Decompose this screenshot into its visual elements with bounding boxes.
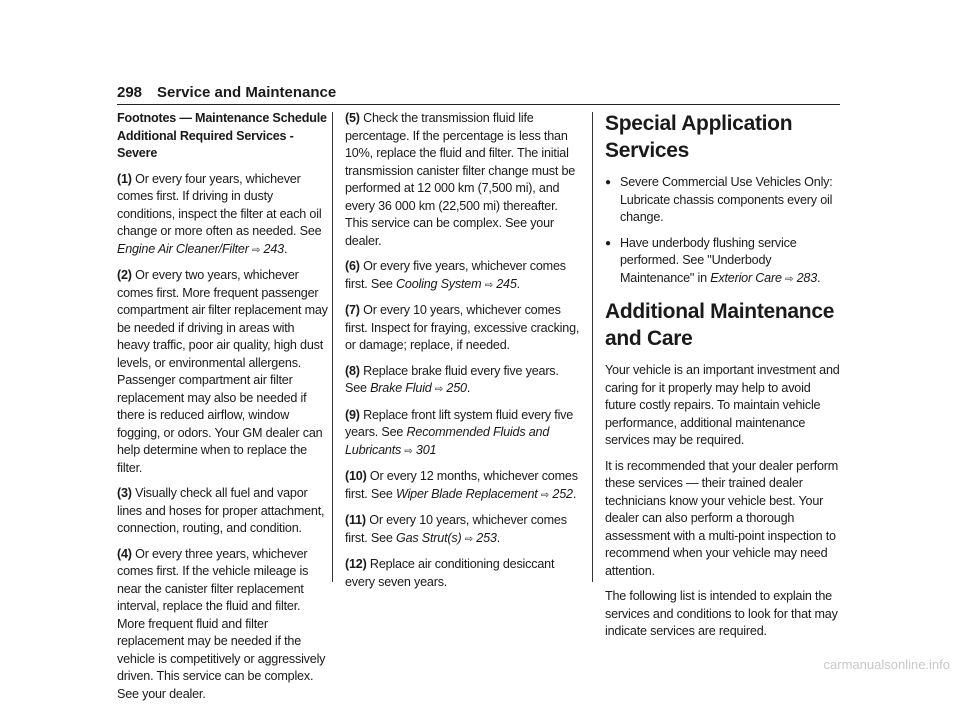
footnote-6: (6) Or every five years, whichever comes first. See Cooling System ⇨ 245. xyxy=(345,259,566,291)
list-item: ● Have underbody flushing service performed. See "Underbody Maintenance" in Exterior Care ⇨ 283. xyxy=(605,235,821,285)
page-reference-link[interactable]: Wiper Blade Replacement xyxy=(396,486,538,501)
page-reference-link[interactable]: Exterior Care xyxy=(710,270,782,285)
footnote-4: (4) Or every three years, whichever comes first. If the vehicle mileage is near the canister filter replacement interval, replace the fluid and filter. More frequent fluid and filter replacement may be needed if the vehicle is competitively or aggressively driven. This service can be complex. See your dealer. xyxy=(117,546,326,701)
paragraph: It is recommended that your dealer perform these services — their trained dealer technicians know your vehicle best. Your dealer can also perform a thorough assessment with a multi-point inspection to recommend when your vehicle may need attention. xyxy=(605,458,839,578)
footnote-10: (10) Or every 12 months, whichever comes first. See Wiper Blade Replacement ⇨ 252. xyxy=(345,469,578,501)
footnote-1: (1) Or every four years, whichever comes first. If driving in dusty conditions, inspect the filter at each oil change or more often as needed. See Engine Air Cleaner/Filter ⇨ 243. xyxy=(117,171,322,256)
bullet-icon: ● xyxy=(605,177,611,188)
column-1 xyxy=(117,110,329,711)
page-ref-arrow-icon: ⇨ xyxy=(484,279,493,291)
footnote-3: (3) Visually check all fuel and vapor lines and hoses for proper attachment, connection, routing, and condition. xyxy=(117,486,325,535)
column-2 xyxy=(345,110,582,599)
list-item: ● Severe Commercial Use Vehicles Only: Lubricate chassis components every oil change. xyxy=(605,175,833,224)
page-link[interactable]: 283 xyxy=(796,270,818,285)
special-services-list xyxy=(605,174,840,288)
page-reference-link[interactable]: Cooling System xyxy=(396,276,482,291)
page-ref-arrow-icon: ⇨ xyxy=(404,445,413,457)
section-title: Service and Maintenance xyxy=(157,84,337,101)
page-reference-link[interactable]: Recommended Fluids and Lubricants xyxy=(345,425,550,457)
page-link[interactable]: 301 xyxy=(415,442,437,457)
page-ref-arrow-icon: ⇨ xyxy=(464,533,473,545)
page-reference-link[interactable]: Gas Strut(s) xyxy=(396,530,462,545)
footnote-5: (5) Check the transmission fluid life percentage. If the percentage is less than 10%, replace the fluid and filter. The initial transmission canister filter change must be performed at 12 000 km (7,500 mi), and every 36 000 km (22,500 mi) thereafter. This service can be complex. See your dealer. xyxy=(345,111,576,248)
page-reference-link[interactable]: Engine Air Cleaner/Filter xyxy=(117,241,249,256)
page-link[interactable]: 245 xyxy=(496,276,517,291)
footnote-8: (8) Replace brake fluid every five years. See Brake Fluid ⇨ 250. xyxy=(345,363,559,395)
paragraph: Your vehicle is an important investment and caring for it properly may help to avoid future costly repairs. To maintain vehicle performance, additional maintenance services may be required. xyxy=(605,363,840,447)
footnote-2: (2) Or every two years, whichever comes first. More frequent passenger compartment air filter replacement may be needed if driving in areas with heavy traffic, poor air quality, high dust levels, or environmental allergens. Passenger compartment air filter replacement may also be needed if there is reduced airflow, window fogging, or odors. Your GM dealer can help determine when to replace the filter. xyxy=(117,268,328,475)
page-link[interactable]: 243 xyxy=(263,241,284,256)
page-ref-arrow-icon: ⇨ xyxy=(252,244,261,256)
bullet-icon: ● xyxy=(605,237,611,249)
special-services-heading: Special Application Services xyxy=(605,112,793,162)
watermark: carmanualsonline.info xyxy=(823,657,950,672)
page-link[interactable]: 252 xyxy=(552,486,573,501)
page-link[interactable]: 253 xyxy=(476,530,497,545)
additional-maintenance-heading: Additional Maintenance and Care xyxy=(605,300,835,350)
page-header xyxy=(117,82,840,105)
footnotes-heading: Footnotes — Maintenance Schedule Additional Required Services - Severe xyxy=(117,111,327,160)
footnote-7: (7) Or every 10 years, whichever comes first. Inspect for fraying, excessive cracking, or damage; replace, if needed. xyxy=(345,303,580,352)
page-ref-arrow-icon: ⇨ xyxy=(434,384,444,395)
page-number: 298 xyxy=(117,84,143,101)
column-divider xyxy=(332,112,333,582)
page-reference-link[interactable]: Brake Fluid xyxy=(370,381,432,395)
column-divider xyxy=(592,112,593,582)
page-link[interactable]: 250 xyxy=(446,381,467,395)
page-ref-arrow-icon: ⇨ xyxy=(785,273,794,285)
page-ref-arrow-icon: ⇨ xyxy=(540,489,550,501)
footnote-11: (11) Or every 10 years, whichever comes first. See Gas Strut(s) ⇨ 253. xyxy=(345,513,567,545)
footnote-9: (9) Replace front lift system fluid every five years. See Recommended Fluids and Lubricants ⇨ 301 xyxy=(345,407,574,457)
paragraph: The following list is intended to explain the services and conditions to look for that may indicate services are required. xyxy=(605,589,838,638)
footnote-12: (12) Replace air conditioning desiccant every seven years. xyxy=(345,557,555,589)
column-3 xyxy=(605,110,840,649)
